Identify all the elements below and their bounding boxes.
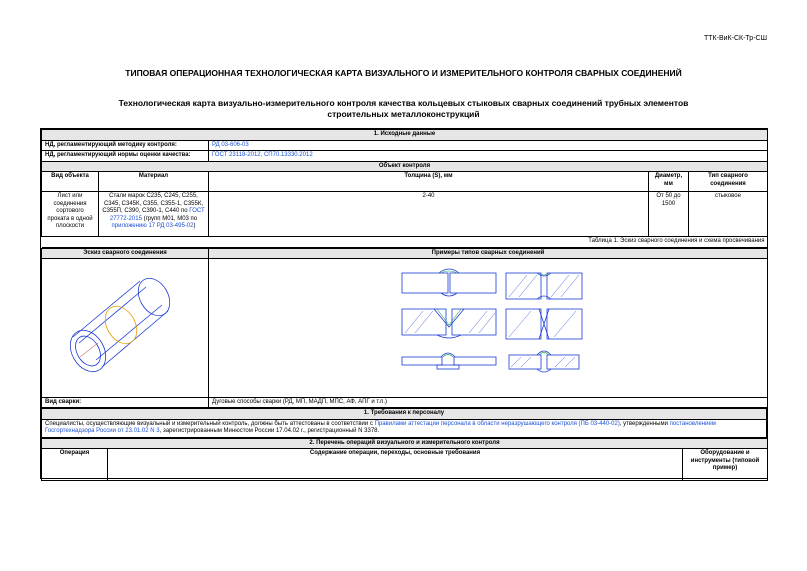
col-equipment: Оборудование и инструменты (типовой пример) <box>683 449 768 481</box>
pipe-sketch-image <box>42 259 208 393</box>
weld-examples-image <box>209 259 767 393</box>
col-content: Содержание операции, переходы, основные требования <box>108 449 683 481</box>
personnel-title: 1. Требования к персоналу <box>42 409 767 420</box>
weld-value: Дуговые способы сварки (РД, МП, МАДП, МПС, АФ, АПГ и т.п.) <box>209 397 768 408</box>
col-header-type: Вид объекта <box>42 172 99 192</box>
sketch-table <box>41 248 768 409</box>
section1-title: 1. Исходные данные <box>42 130 768 141</box>
certification-rules-link[interactable]: Правилами аттестации персонала в области неразрушающего контроля (ПБ 03-440-02) <box>374 420 620 427</box>
col-header-diameter: Диаметр, мм <box>649 172 689 192</box>
document-code: ТТК-ВиК-СК-Тр-СШ <box>704 35 767 42</box>
col-operation: Операция <box>42 449 108 481</box>
page-subtitle: Технологическая карта визуально-измерительного контроля качества кольцевых стыковых сварных соединений трубных элементов строительных металлоконструкций <box>118 98 689 119</box>
page-title: ТИПОВАЯ ОПЕРАЦИОННАЯ ТЕХНОЛОГИЧЕСКАЯ КАРТА ВИЗУАЛЬНОГО И ИЗМЕРИТЕЛЬНОГО КОНТРОЛЯ СВАРНЫХ СОЕДИНЕНИЙ <box>125 68 682 78</box>
object-title: Объект контроля <box>42 161 768 172</box>
personnel-table <box>41 408 767 438</box>
table-caption: Таблица 1. Эскиз сварного соединения и схема просвечивания <box>42 237 768 248</box>
col-header-thickness: Толщина (S), мм <box>209 172 649 192</box>
initial-data-table <box>41 129 768 248</box>
nd-norms-link[interactable]: ГОСТ 23118-2012, СП70.13330.2012 <box>209 151 768 162</box>
nd-norms-label: НД, регламентирующий нормы оценки качества: <box>42 151 209 162</box>
object-type-cell: Лист или соединения сортового проката в одной плоскости <box>42 192 99 237</box>
personnel-text: Специалисты, осуществляющие визуальный и измерительный контроль, должны быть аттестованы в соответствии с Правилами аттестации персонала в области неразрушающего контроля (ПБ 03-440-02), утвержденными постановлением Госгортехнадзора России от 23.01.02 N 3, зарегистрированным Минюстом России 17.04.02 г., регистрационный N 3378. <box>42 419 767 437</box>
weld-label: Вид сварки: <box>42 397 209 408</box>
operations-title: 2. Перечень операций визуального и измерительного контроля <box>42 438 768 449</box>
col-header-joint: Тип сварного соединения <box>689 172 768 192</box>
thickness-cell: 2-40 <box>209 192 649 237</box>
nd-method-label: НД, регламентирующий методику контроля: <box>42 140 209 151</box>
examples-cell <box>209 259 768 398</box>
appendix-link[interactable]: приложению 17 РД 03-495-02 <box>111 223 194 229</box>
col-header-material: Материал <box>99 172 209 192</box>
sketch-cell <box>42 259 209 398</box>
card-table-frame <box>40 128 768 479</box>
sketch-title: Эскиз сварного соединения <box>42 248 209 259</box>
diameter-cell: От 50 до 1500 <box>649 192 689 237</box>
examples-title: Примеры типов сварных соединений <box>209 248 768 259</box>
material-cell: Стали марок С235, С245, С255, С345, С345К, С355, С355-1, С355К, С355П, С390, С390-1, С440 по ГОСТ 27772-2015 (групп М01, М03 по приложению 17 РД 03-495-02) <box>99 192 209 237</box>
gost-link[interactable]: ГОСТ 27772-2015 <box>109 208 205 222</box>
joint-type-cell: стыковое <box>689 192 768 237</box>
resolution-link[interactable]: постановлением Госгортехнадзора России от 23.01.02 N 3 <box>45 420 716 434</box>
nd-method-link[interactable]: РД 03-606-03 <box>209 140 768 151</box>
operations-table <box>41 438 768 482</box>
